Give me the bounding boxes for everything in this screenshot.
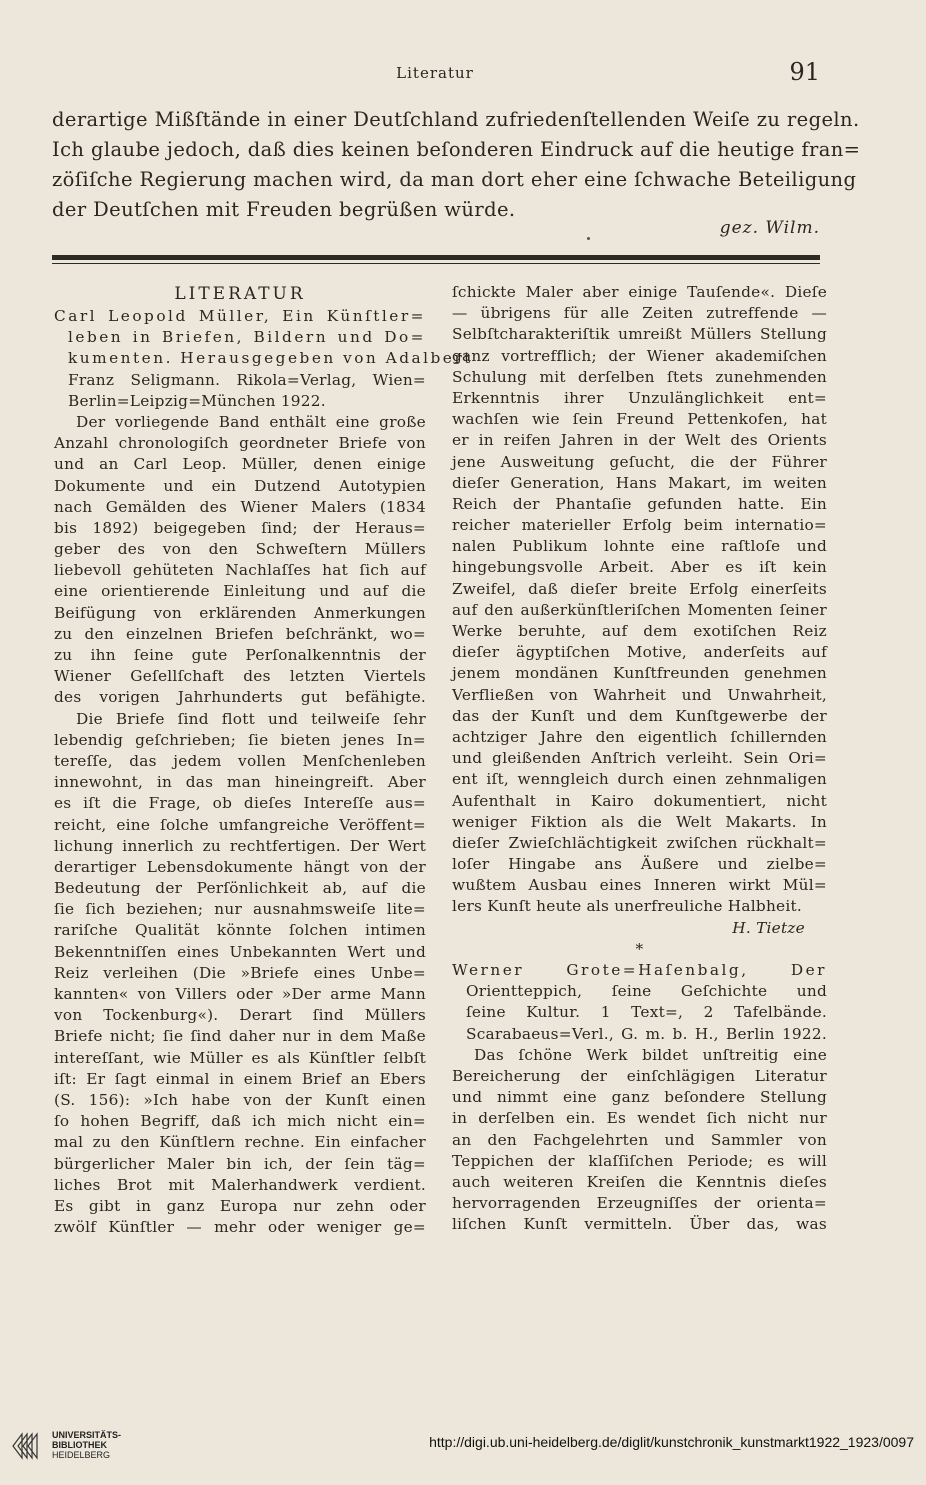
body-line: lichung innerlich zu rechtfertigen. Der Wert <box>54 836 426 855</box>
body-line: Zweifel, daß dieſer breite Erfolg einerſeits <box>452 579 827 598</box>
body-line: Erkenntnis ihrer Unzulänglichkeit ent= <box>452 388 827 407</box>
top-line: zöſiſche Regierung machen wird, da man dort eher eine ſchwache Beteiligung <box>52 168 857 191</box>
body-line: iſt: Er ſagt einmal in einem Brief an Ebers <box>54 1069 426 1088</box>
citation-line: Werner Grote=Haſenbalg, Der <box>452 961 827 979</box>
body-line: Reich der Phantaſie gefunden hatte. Ein <box>452 494 827 513</box>
ink-speck <box>587 237 590 240</box>
body-line: rariſche Qualität könnte ſolchen intimen <box>54 921 426 940</box>
body-line: Bereicherung der einſchlägigen Literatur <box>452 1066 827 1085</box>
body-line: zwölf Künſtler — mehr oder weniger ge= <box>54 1218 426 1237</box>
top-line: der Deutſchen mit Freuden begrüßen würde. <box>52 198 516 221</box>
body-line: bürgerlicher Maler bin ich, der ſein täg= <box>54 1154 426 1173</box>
body-line: es iſt die Frage, ob dieſes Intereſſe aus= <box>54 794 426 813</box>
body-line: auch weiteren Kreiſen die Kenntnis dieſes <box>452 1172 827 1191</box>
body-line: Wiener Geſellſchaft des letzten Viertels <box>54 667 426 686</box>
citation-line: Scarabaeus=Verl., G. m. b. H., Berlin 1922. <box>466 1024 827 1043</box>
citation-line: Franz Seligmann. Rikola=Verlag, Wien= <box>68 370 426 389</box>
body-line: ſie ſich beziehen; nur ausnahmsweiſe lite= <box>54 900 426 919</box>
library-name <box>52 1430 121 1460</box>
review-grote <box>452 1045 827 1236</box>
body-line: weniger Fiktion als die Welt Makarts. In <box>452 812 827 831</box>
review-mueller-continued <box>452 282 827 918</box>
body-line: das der Kunſt und dem Kunſtgewerbe der <box>452 706 827 725</box>
library-name-line: UNIVERSITÄTS- <box>52 1430 122 1440</box>
citation-line: ſeine Kultur. 1 Text=, 2 Tafelbände. <box>466 1003 827 1022</box>
body-line: Aufenthalt in Kairo dokumentiert, nicht <box>452 791 827 810</box>
body-line: zu den einzelnen Briefen beſchränkt, wo= <box>54 624 426 643</box>
body-line: innewohnt, in das man hineingreift. Aber <box>54 773 426 792</box>
body-line: nalen Publikum lohnte eine raſtloſe und <box>452 537 827 556</box>
body-line: nach Gemälden des Wiener Malers (1834 <box>54 497 426 516</box>
body-line: reicher materieller Erfolg beim internatio= <box>452 516 827 535</box>
body-line: von Tockenburg«). Derart ſind Müllers <box>54 1006 426 1025</box>
citation-line: leben in Briefen, Bildern und Do= <box>68 328 426 347</box>
citation-line: kumenten. Herausgegeben von Adalbert <box>68 349 473 368</box>
body-line: tereſſe, das jedem vollen Menſchenleben <box>54 751 426 770</box>
body-line: (S. 156): »Ich habe von der Kunſt einen <box>54 1090 426 1109</box>
body-line: dieſer Zwieſchlächtigkeit zwiſchen rückhalt= <box>452 833 827 852</box>
section-rule-thin <box>52 263 820 264</box>
body-line: Verfließen von Wahrheit und Unwahrheit, <box>452 685 827 704</box>
signature-tietze: H. Tietze <box>732 918 805 937</box>
citation-line: Berlin=Leipzig=München 1922. <box>68 391 326 410</box>
body-line: Der vorliegende Band enthält eine große <box>76 412 426 431</box>
body-line: ganz vortrefflich; der Wiener akademiſchen <box>452 346 827 365</box>
body-line: liſchen Kunſt vermitteln. Über das, was <box>452 1215 827 1234</box>
body-line: Schulung mit derſelben ſtets zunehmenden <box>452 367 827 386</box>
body-line: in derſelben ein. Es wendet ſich nicht nur <box>452 1109 827 1128</box>
top-paragraph <box>52 105 861 225</box>
citation-line: Carl Leopold Müller, Ein Künſtler= <box>54 307 426 325</box>
body-line: liches Brot mit Malerhandwerk verdient. <box>54 1175 426 1194</box>
body-line: des vorigen Jahrhunderts gut befähigte. <box>54 688 426 707</box>
body-line: lers Kunſt heute als unerfreuliche Halbheit. <box>452 897 802 916</box>
citation-grote <box>452 960 827 1045</box>
body-line: lebendig geſchrieben; ſie bieten jenes In= <box>54 730 426 749</box>
body-line: Reiz verleihen (Die »Briefe eines Unbe= <box>54 963 426 982</box>
body-line: auf den außerkünſtleriſchen Momenten ſeiner <box>452 600 827 619</box>
body-line: achtziger Jahre den eigentlich ſchillernden <box>452 727 827 746</box>
body-line: Briefe nicht; ſie ſind daher nur in dem Maße <box>54 1027 426 1046</box>
right-column <box>452 282 827 1235</box>
body-line: Anzahl chronologiſch geordneter Briefe von <box>54 434 426 453</box>
body-line: mal zu den Künſtlern rechne. Ein einfacher <box>54 1133 426 1152</box>
body-line: eine orientierende Einleitung und auf die <box>54 582 426 601</box>
page-header <box>50 58 820 88</box>
page-number: 91 <box>789 58 820 86</box>
footer <box>0 1420 926 1460</box>
body-line: dieſer Generation, Hans Makart, im weiten <box>452 473 827 492</box>
body-line: und an Carl Leop. Müller, denen einige <box>54 455 426 474</box>
body-line: zu ihn ſeine gute Perſonalkenntnis der <box>54 646 426 664</box>
body-line: liebevoll gehüteten Nachlaſſes hat ſich auf <box>54 561 426 580</box>
body-line: hervorragenden Erzeugniſſes der orienta= <box>452 1194 827 1213</box>
body-line: Beifügung von erklärenden Anmerkungen <box>54 603 426 622</box>
body-line: reicht, eine ſolche umfangreiche Veröffent= <box>54 815 426 834</box>
body-line: an den Fachgelehrten und Sammler von <box>452 1130 827 1149</box>
body-line: Dokumente und ein Dutzend Autotypien <box>54 476 426 495</box>
body-line: loſer Hingabe ans Äußere und zielbe= <box>452 855 827 874</box>
body-line: Bekenntniſſen eines Unbekannten Wert und <box>54 942 426 961</box>
library-name-line: HEIDELBERG <box>52 1450 111 1460</box>
body-line: ſo hohen Begriff, daß ich mich nicht ein= <box>54 1112 426 1131</box>
body-line: bis 1892) beigegeben ſind; der Heraus= <box>54 518 426 537</box>
body-line: wußtem Ausbau eines Inneren wirkt Mül= <box>452 876 827 895</box>
body-line: geber des von den Schweſtern Müllers <box>54 540 426 559</box>
section-title: LITERATUR <box>174 284 306 304</box>
source-url-link[interactable]: http://digi.ub.uni-heidelberg.de/diglit/kunstchronik_kunstmarkt1922_1923/0097 <box>429 1434 914 1450</box>
body-line: er in reifen Jahren in der Welt des Orients <box>452 431 827 450</box>
left-column <box>54 282 473 1238</box>
signature-wilm: gez. Wilm. <box>719 218 820 238</box>
running-title: Literatur <box>396 64 474 82</box>
citation-mueller <box>54 306 473 412</box>
body-line: Teppichen der klaſſiſchen Periode; es will <box>452 1151 827 1170</box>
section-separator: * <box>635 939 644 958</box>
body-line: derartiger Lebensdokumente hängt von der <box>54 857 426 876</box>
body-line: und nimmt eine ganz beſondere Stellung <box>452 1088 827 1107</box>
university-library-logo-icon <box>10 1428 46 1464</box>
body-line: Die Briefe ſind flott und teilweiſe ſehr <box>76 709 426 728</box>
top-line: derartige Mißſtände in einer Deutſchland zufriedenſtellenden Weiſe zu regeln. <box>52 108 860 131</box>
body-line: kannten« von Villers oder »Der arme Mann <box>54 985 426 1003</box>
top-line: Ich glaube jedoch, daß dies keinen beſonderen Eindruck auf die heutige fran= <box>52 138 861 161</box>
body-line: jenem mondänen Kunſtfreunden genehmen <box>452 664 827 683</box>
body-line: — übrigens für alle Zeiten zutreffende — <box>452 304 827 323</box>
body-line: ent iſt, wenngleich durch einen zehnmaligen <box>452 770 827 789</box>
body-line: dieſer ägyptiſchen Motive, anderſeits auf <box>452 643 827 662</box>
library-name-line: BIBLIOTHEK <box>52 1440 107 1450</box>
body-line: und gleißenden Anſtrich verleiht. Sein Ori= <box>452 749 827 768</box>
section-rule-thick <box>52 255 820 260</box>
body-line: Das ſchöne Werk bildet unſtreitig eine <box>474 1045 827 1064</box>
body-line: Selbſtcharakteriſtik umreißt Müllers Stellung <box>452 325 827 344</box>
body-line: Bedeutung der Perſönlichkeit ab, auf die <box>54 879 426 898</box>
body-line: wachſen wie ſein Freund Pettenkofen, hat <box>452 410 827 429</box>
body-line: intereſſant, wie Müller es als Künſtler ſelbſt <box>54 1048 426 1067</box>
body-line: Es gibt in ganz Europa nur zehn oder <box>54 1196 426 1215</box>
review-mueller <box>54 412 426 1238</box>
body-line: ſchickte Maler aber einige Tauſende«. Dieſe <box>452 283 827 301</box>
body-line: jene Ausweitung geſucht, die der Führer <box>452 452 827 471</box>
body-line: hingebungsvolle Arbeit. Aber es iſt kein <box>452 558 827 577</box>
body-line: Werke beruhte, auf dem exotiſchen Reiz <box>452 622 827 640</box>
citation-line: Orientteppich, ſeine Geſchichte und <box>466 982 827 1001</box>
